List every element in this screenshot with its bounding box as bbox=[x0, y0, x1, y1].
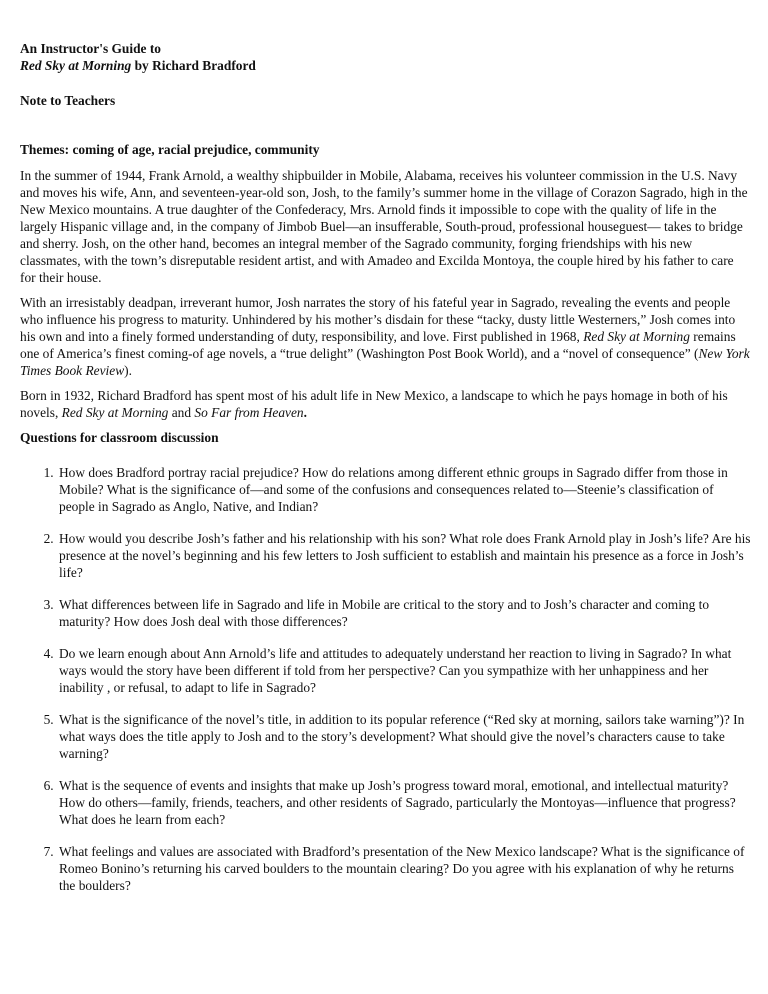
questions-list bbox=[20, 464, 752, 894]
book-title: Red Sky at Morning bbox=[20, 58, 132, 73]
question-item: 7. What feelings and values are associated with Bradford’s presentation of the New Mexico landscape? What is the significance of Romeo Bonino’s returning his carved boulders to the mountain clearing? Do you agree with his explanation of why he returns the boulders? bbox=[57, 843, 752, 894]
novel-title-2: So Far from Heaven bbox=[194, 405, 304, 420]
humor-text-a: With an irresistably deadpan, irreverant humor, Josh narrates the story of his fateful year in Sagrado, revealing the events and people who influence his progress to maturity. Unhindered by his mother’s disdain for these “tacky, dusty little Westerners,” Josh comes into his own and into a finely formed understanding of duty, responsibility, and love. First published in 1968, bbox=[20, 295, 736, 344]
question-item: 2. How would you describe Josh’s father and his relationship with his son? What role does Frank Arnold play in Josh’s life? Are his presence at the novel’s beginning and his few letters to Josh sufficient to establish and maintain his presence as a force in Josh’s life? bbox=[57, 530, 752, 581]
question-item: 3. What differences between life in Sagrado and life in Mobile are critical to the story and to Josh’s character and coming to maturity? How does Josh deal with those differences? bbox=[57, 596, 752, 630]
author-end: . bbox=[303, 405, 307, 420]
humor-book-title: Red Sky at Morning bbox=[583, 329, 690, 344]
questions-heading: Questions for classroom discussion bbox=[20, 430, 219, 445]
question-item: 6. What is the sequence of events and insights that make up Josh’s progress toward moral, emotional, and intellectual maturity? How do others—family, friends, teachers, and other residents of Sagrado, particularly the Montoyas—influence that progress? What does he learn from each? bbox=[57, 777, 752, 828]
novel-title-1: Red Sky at Morning bbox=[61, 405, 169, 420]
humor-text-b: remains one of America’s finest coming-of age novels, a “true delight” (Washington Post Book World), and a “novel of consequence” ( bbox=[20, 329, 736, 361]
themes-heading: Themes: coming of age, racial prejudice, community bbox=[20, 142, 320, 157]
summary-paragraph: In the summer of 1944, Frank Arnold, a wealthy shipbuilder in Mobile, Alabama, receives his volunteer commission in the U.S. Navy and moves his wife, Ann, and seventeen-year-old son, Josh, to the family’s summer home in the village of Corazon Sagrado, high in the New Mexico mountains. A true daughter of the Confederacy, Mrs. Arnold finds it impossible to cope with the quality of life in the largely Hispanic village and, in the company of Jimbob Buel—an insufferable, South-proud, professional houseguest— takes to bridge and sherry. Josh, on the other hand, becomes an integral member of the Sagrado community, forging friendships with his new classmates, with the town’s disreputable resident artist, and with Amadeo and Excilda Montoya, the couple hired by his father to care for their house. bbox=[20, 168, 748, 285]
humor-text-c: ). bbox=[124, 363, 132, 378]
guide-title-line2 bbox=[20, 57, 752, 74]
author-byline: by Richard Bradford bbox=[131, 58, 256, 73]
question-item: 4. Do we learn enough about Ann Arnold’s life and attitudes to adequately understand her reaction to living in Sagrado? In what ways would the story have been different if told from her perspective? Can you sympathize with her unhappiness and her inability , or refusal, to adapt to life in Sagrado? bbox=[57, 645, 752, 696]
question-item: 1. How does Bradford portray racial prejudice? How do relations among different ethnic groups in Sagrado differ from those in Mobile? What is the significance of—and some of the confusions and consequences related to—Steenie’s classification of people in Sagrado as Anglo, Native, and Indian? bbox=[57, 464, 752, 515]
author-text: Born in 1932, Richard Bradford has spent most of his adult life in New Mexico, a landscape to which he pays homage in both of his novels, bbox=[20, 388, 728, 420]
guide-title-line1: An Instructor's Guide to bbox=[20, 41, 161, 56]
note-to-teachers-heading: Note to Teachers bbox=[20, 93, 116, 108]
question-item: 5. What is the significance of the novel’s title, in addition to its popular reference (“Red sky at morning, sailors take warning”)? In what ways does the title apply to Josh and to the story’s development? What should give the novel’s characters cause to take warning? bbox=[57, 711, 752, 762]
humor-paragraph bbox=[20, 294, 752, 379]
review-source: New York Times Book Review bbox=[20, 346, 750, 378]
document-page bbox=[20, 40, 752, 909]
author-paragraph bbox=[20, 387, 752, 421]
author-and: and bbox=[168, 405, 195, 420]
